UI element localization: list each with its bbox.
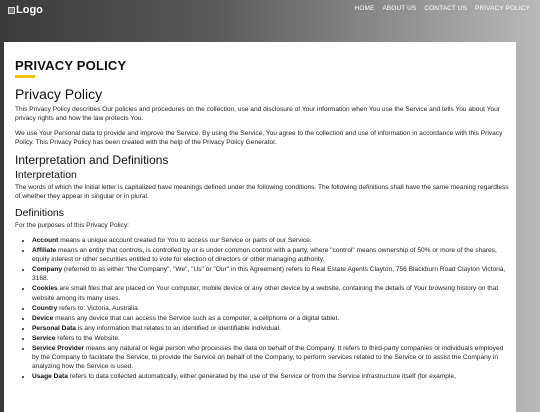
definition-term: Service [32, 334, 56, 342]
definition-text: means any device that can access the Service such as a computer, a cellphone or a digital tablet. [53, 314, 340, 322]
definition-term: Affiliate [32, 247, 57, 255]
nav-home[interactable]: HOME [354, 5, 375, 12]
interpretation-definitions-heading: Interpretation and Definitions [15, 153, 169, 167]
list-item [32, 284, 509, 302]
title-underline [15, 75, 35, 78]
list-item [32, 324, 509, 333]
definitions-list [15, 236, 509, 381]
definition-text: is any information that relates to an identified or identifiable individual. [75, 324, 281, 332]
definition-text: (referred to as either "the Company", "We", "Us" or "Our" in this Agreement) refers to Real Estate Agents Clayton, 756 Blackburn Road Clayton Victoria, 3168. [32, 266, 506, 283]
intro-paragraph-2: We use Your Personal data to provide and improve the Service. By using the Service, You agree to the collection and use of information in accordance with this Privacy Policy. This Privacy Policy has been created with the help of the Privacy Policy Generator. [15, 130, 503, 146]
nav-about-us[interactable]: ABOUT US [382, 5, 417, 12]
definition-text: refers to: Victoria, Australia [57, 304, 138, 312]
definition-term: Country [32, 304, 58, 312]
list-item [32, 344, 509, 371]
list-item [32, 334, 509, 343]
definition-text: means an entity that controls, is controlled by or is under common control with a party, where "control" means ownership of 50% or more of the shares, equity interest or other securities entitled to vote for election of directors or other managing authority. [32, 247, 497, 264]
list-item [32, 372, 509, 381]
list-item [32, 236, 509, 245]
nav-contact-us[interactable]: CONTACT US [424, 5, 468, 12]
definition-text: are small files that are placed on Your computer, mobile device or any other device by a website, containing the details of Your browsing history on that website among its many uses. [32, 285, 499, 302]
list-item [32, 246, 509, 264]
definition-text: means a unique account created for You to access our Service or parts of our Service. [58, 237, 312, 244]
definition-term: Company [32, 266, 63, 274]
definition-term: Account [32, 237, 59, 244]
broken-image-icon [8, 7, 15, 14]
definitions-heading: Definitions [15, 207, 65, 219]
interpretation-paragraph: The words of which the initial letter is capitalized have meanings defined under the following conditions. The following definitions shall have the same meaning regardless of whether they appear in singular or in plural. [15, 184, 509, 200]
interpretation-heading: Interpretation [15, 169, 77, 181]
list-item [32, 265, 509, 283]
intro-paragraph-1: This Privacy Policy describes Our policies and procedures on the collection, use and disclosure of Your information when You use the Service and tells You about Your privacy rights and how the law protects You. [15, 106, 500, 122]
nav-privacy-policy[interactable]: PRIVACY POLICY [475, 5, 530, 12]
definition-text: means any natural or legal person who processes the data on behalf of the Company. It refers to third-party companies or individuals employed by the Company to facilitate the Service, to provide the Service on behalf of the Company, to perform services related to the Service or to assist the Company in analyzing how the Service is used. [32, 345, 504, 371]
list-item [32, 304, 509, 313]
policy-content [15, 86, 509, 382]
definition-term: Personal Data [32, 324, 76, 332]
logo-text: Logo [16, 4, 43, 16]
page-title: PRIVACY POLICY [15, 58, 127, 73]
definition-term: Usage Data [32, 373, 68, 381]
definition-term: Device [32, 314, 54, 322]
policy-heading: Privacy Policy [15, 86, 103, 102]
definition-text: refers to the Website. [55, 334, 120, 342]
list-item [32, 314, 509, 323]
main-nav [355, 5, 530, 12]
definitions-intro: For the purposes of this Privacy Policy: [15, 222, 129, 229]
top-bar [0, 0, 540, 30]
definition-term: Cookies [32, 285, 58, 293]
content-panel [4, 42, 516, 412]
logo[interactable] [8, 4, 43, 16]
definition-text: refers to data collected automatically, either generated by the use of the Service or from the Service infrastructure itself (for example, [67, 373, 456, 381]
definition-term: Service Provider [32, 345, 85, 353]
